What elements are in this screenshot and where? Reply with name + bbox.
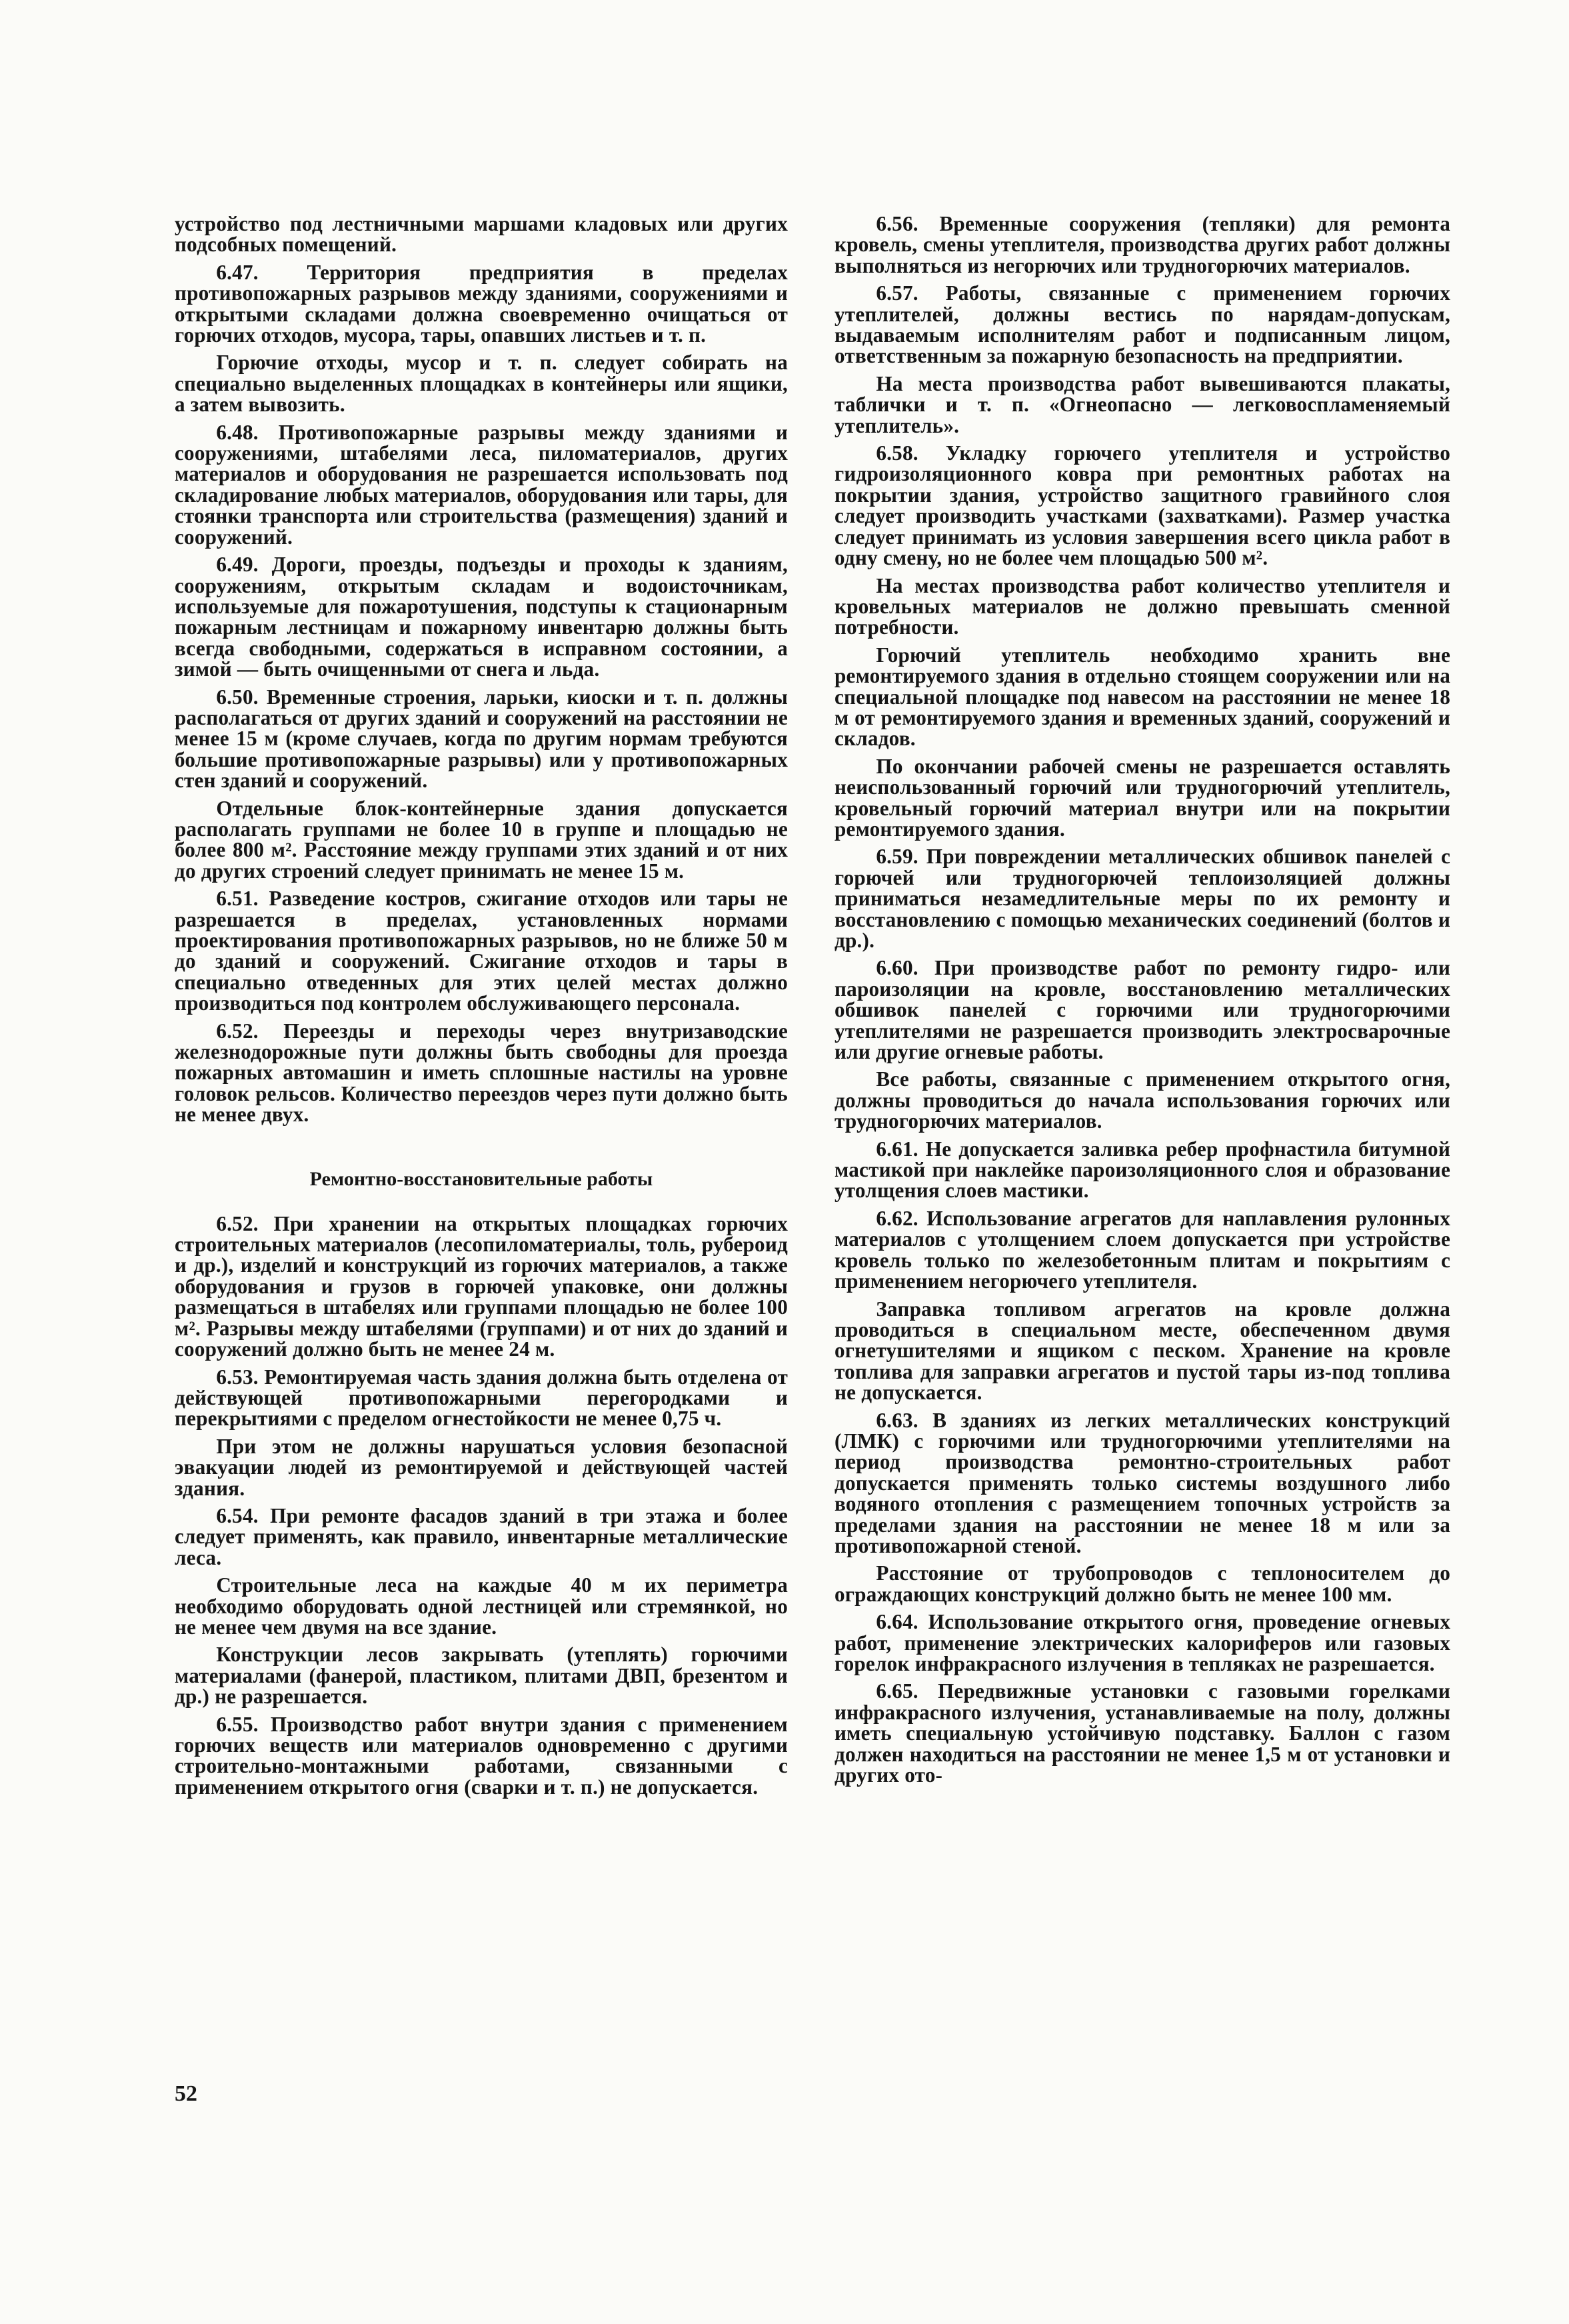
paragraph-6-55: 6.55. Производство работ внутри здания с применением горючих веществ или материалов одновременно с другими строительно-монтажными работами, связанными с применением открытого огня (сварки и т. п.) не допускается. xyxy=(175,1712,788,1799)
left-column xyxy=(175,213,788,1804)
paragraph-6-54: 6.54. При ремонте фасадов зданий в три этажа и более следует применять, как правило, инвентарные металлические леса. xyxy=(175,1503,788,1569)
paragraph: На места производства работ вывешиваются плакаты, таблички и т. п. «Огнеопасно — легковоспламеняемый утеплитель». xyxy=(834,371,1450,437)
paragraph-6-58: 6.58. Укладку горючего утеплителя и устройство гидроизоляционного ковра при ремонтных работах на покрытии здания, устройство защитного гравийного слоя следует производить участками (захватками). Размер участка следует принимать из условия завершения всего цикла работ в одну смену, но не более чем площадью 500 м². xyxy=(834,441,1450,570)
paragraph-6-47: 6.47. Территория предприятия в пределах противопожарных разрывов между зданиями, сооружениями и открытыми складами должна своевременно очищаться от горючих отходов, мусора, тары, опавших листьев и т. п. xyxy=(175,260,788,347)
paragraph-6-52b: 6.52. При хранении на открытых площадках горючих строительных материалов (лесопиломатериалы, толь, рубероид и др.), изделий и конструкций из горючих материалов, а также оборудования и грузов в горючей упаковке, они должны размещаться в штабелях или группами площадью не более 100 м². Разрывы между штабелями (группами) и от них до зданий и сооружений должно быть не менее 24 м. xyxy=(175,1211,788,1361)
paragraph-6-62: 6.62. Использование агрегатов для наплавления рулонных материалов с утолщением слоем допускается при устройстве кровель только по железобетонным плитам и покрытиям с применением негорючего утеплителя. xyxy=(834,1206,1450,1293)
paragraph-6-56: 6.56. Временные сооружения (тепляки) для ремонта кровель, смены утеплителя, производства других работ должны выполняться из негорючих или трудногорючих материалов. xyxy=(834,212,1450,277)
paragraph: Расстояние от трубопроводов с теплоносителем до ограждающих конструкций должно быть не менее 100 мм. xyxy=(834,1561,1450,1606)
paragraph-6-59: 6.59. При повреждении металлических обшивок панелей с горючей или трудногорючей теплоизоляцией должны приниматься незамедлительные меры по их ремонту и восстановлению с помощью механических соединений (болтов и др.). xyxy=(834,845,1450,952)
paragraph: Все работы, связанные с применением открытого огня, должны проводиться до начала использования горючих или трудногорючих материалов. xyxy=(834,1067,1450,1133)
paragraph: устройство под лестничными маршами кладовых или других подсобных помещений. xyxy=(175,212,788,257)
paragraph: Конструкции лесов закрывать (утеплять) горючими материалами (фанерой, пластиком, плитами ДВП, брезентом и др.) не разрешается. xyxy=(175,1643,788,1709)
paragraph: Заправка топливом агрегатов на кровле должна проводиться в специальном месте, обеспеченном двумя огнетушителями и ящиком с песком. Хранение на кровле топлива для заправки агрегатов и пустой тары из-под топлива не допускается. xyxy=(834,1297,1450,1405)
paragraph: Строительные леса на каждые 40 м их периметра необходимо оборудовать одной лестницей или стремянкой, но не менее чем двумя на все здание. xyxy=(175,1573,788,1639)
paragraph-6-49: 6.49. Дороги, проезды, подъезды и проходы к зданиям, сооружениям, открытым складам и водоисточникам, используемые для пожаротушения, подступы к стационарным пожарным лестницам и пожарному инвентарю должны быть всегда свободными, содержаться в исправном состоянии, а зимой — быть очищенными от снега и льда. xyxy=(175,553,788,681)
paragraph: По окончании рабочей смены не разрешается оставлять неиспользованный горючий или трудногорючий утеплитель, кровельный горючий материал внутри или на покрытии ремонтируемого здания. xyxy=(834,754,1450,841)
paragraph: На местах производства работ количество утеплителя и кровельных материалов не должно превышать сменной потребности. xyxy=(834,573,1450,639)
paragraph-6-60: 6.60. При производстве работ по ремонту гидро- или пароизоляции на кровле, восстановлению металлических обшивок панелей с горючими или трудногорючими утеплителями не разрешается производить электросварочные или другие огневые работы. xyxy=(834,956,1450,1064)
paragraph: При этом не должны нарушаться условия безопасной эвакуации людей из ремонтируемой и действующей частей здания. xyxy=(175,1434,788,1500)
paragraph-6-61: 6.61. Не допускается заливка ребер профнастила битумной мастикой при наклейке пароизоляционного слоя и образование утолщения слоев мастики. xyxy=(834,1137,1450,1203)
paragraph-6-50: 6.50. Временные строения, ларьки, киоски и т. п. должны располагаться от других зданий и сооружений на расстоянии не менее 15 м (кроме случаев, когда по другим нормам требуются большие противопожарные разрывы) или у противопожарных стен зданий и сооружений. xyxy=(175,685,788,793)
paragraph-6-57: 6.57. Работы, связанные с применением горючих утеплителей, должны вестись по нарядам-допускам, выдаваемым исполнителям работ и подписанным лицом, ответственным за пожарную безопасность на предприятии. xyxy=(834,281,1450,368)
paragraph: Горючие отходы, мусор и т. п. следует собирать на специально выделенных площадках в контейнеры или ящики, а затем вывозить. xyxy=(175,351,788,417)
paragraph-6-64: 6.64. Использование открытого огня, проведение огневых работ, применение электрических калориферов или газовых горелок инфракрасного излучения в тепляках не разрешается. xyxy=(834,1610,1450,1675)
paragraph-6-53: 6.53. Ремонтируемая часть здания должна быть отделена от действующей противопожарными перегородками и перекрытиями с пределом огнестойкости не менее 0,75 ч. xyxy=(175,1365,788,1431)
paragraph-6-63: 6.63. В зданиях из легких металлических конструкций (ЛМК) с горючими или трудногорючими утеплителями на период производства ремонтно-строительных работ допускается применять только системы воздушного либо водяного отопления с размещением топочных устройств за пределами здания на расстоянии не менее 18 м или за противопожарной стеной. xyxy=(834,1408,1450,1557)
right-column xyxy=(834,213,1450,1792)
paragraph: Отдельные блок-контейнерные здания допускается располагать группами не более 10 в группе и площадью не более 800 м². Расстояние между группами этих зданий и от них до других строений следует принимать не менее 15 м. xyxy=(175,796,788,883)
paragraph: Горючий утеплитель необходимо хранить вне ремонтируемого здания в отдельно стоящем сооружении или на специальной площадке под навесом на расстоянии не менее 18 м от ремонтируемого здания и временных зданий, сооружений и складов. xyxy=(834,643,1450,751)
section-heading: Ремонтно-восстановительные работы xyxy=(309,1167,653,1190)
paragraph-6-48: 6.48. Противопожарные разрывы между зданиями и сооружениями, штабелями леса, пиломатериалов, других материалов и оборудования не разрешается использовать под складирование любых материалов, оборудования или тары, для стоянки транспорта или строительства (размещения) зданий и сооружений. xyxy=(175,420,788,549)
paragraph-6-65: 6.65. Передвижные установки с газовыми горелками инфракрасного излучения, устанавливаемые на полу, должны иметь специальную устойчивую подставку. Баллон с газом должен находиться на расстоянии не менее 1,5 м от установки и других ото- xyxy=(834,1679,1450,1787)
page-number: 52 xyxy=(175,2081,197,2106)
paragraph-6-51: 6.51. Разведение костров, сжигание отходов или тары не разрешается в пределах, установленных нормами проектирования противопожарных разрывов, но не ближе 50 м до зданий и сооружений. Сжигание отходов и тары в специально отведенных для этих целей местах должно производиться под контролем обслуживающего персонала. xyxy=(175,887,788,1015)
paragraph-6-52: 6.52. Переезды и переходы через внутризаводские железнодорожные пути должны быть свободны для проезда пожарных автомашин и иметь сплошные настилы на уровне головок рельсов. Количество переездов через пути должно быть не менее двух. xyxy=(175,1019,788,1127)
